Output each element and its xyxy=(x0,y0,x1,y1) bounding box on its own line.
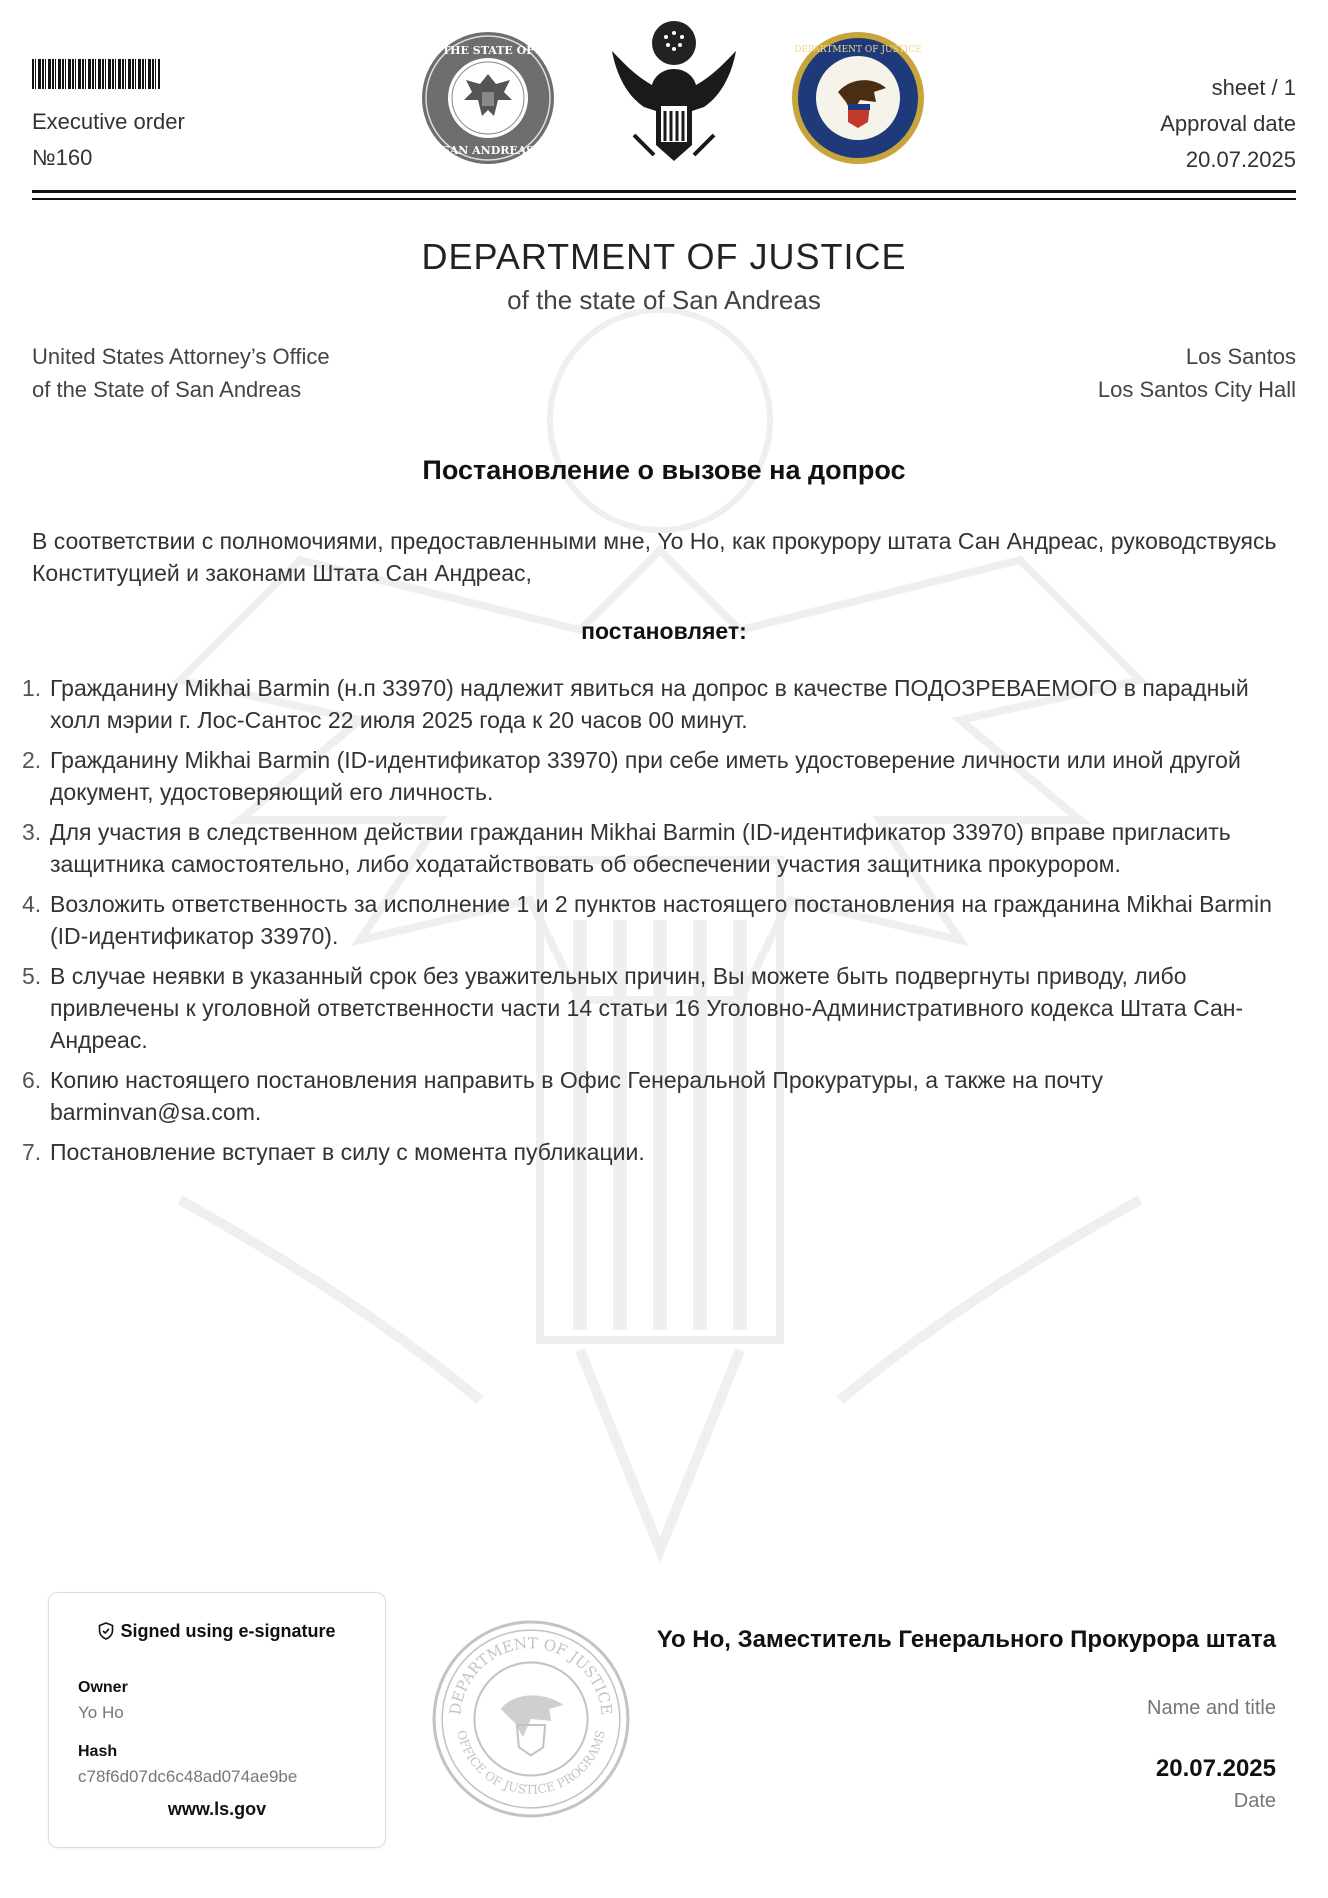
order-label: Executive order xyxy=(32,109,185,134)
svg-text:DEPARTMENT OF JUSTICE: DEPARTMENT OF JUSTICE xyxy=(794,45,922,55)
department-subtitle: of the state of San Andreas xyxy=(507,285,821,315)
list-item: 1. Гражданину Mikhai Barmin (н.п 33970) надлежит явиться на допрос в качестве ПОДОЗРЕВАЕМОГО в парадный холл мэрии г. Лос-Сантос 22 июля 2025 года к 20 часов 00 минут. xyxy=(22,675,1249,733)
date-label: Date xyxy=(1233,1790,1276,1812)
svg-text:SAN ANDREAS: SAN ANDREAS xyxy=(441,144,535,157)
office-line-1: United States Attorney’s Office xyxy=(32,344,330,369)
location-line-1: Los Santos xyxy=(1185,344,1296,369)
office-block xyxy=(32,340,330,406)
hash-value: c78f6d07dc6c48ad074ae9be xyxy=(78,1767,298,1786)
eagle-emblem-icon xyxy=(604,15,744,175)
doj-stamp-icon xyxy=(430,1618,632,1820)
owner-label: Owner xyxy=(78,1679,128,1696)
location-block xyxy=(1098,340,1296,406)
signer-name-title: Yo Ho, Заместитель Генерального Прокурора штата xyxy=(656,1626,1276,1653)
signature-date: 20.07.2025 xyxy=(1155,1755,1276,1782)
svg-text:THE STATE OF: THE STATE OF xyxy=(441,44,535,57)
document-title: Постановление о вызове на допрос xyxy=(422,455,906,485)
e-signature-box xyxy=(48,1592,386,1848)
barcode xyxy=(32,59,160,89)
list-item: 5. В случае неявки в указанный срок без уважительных причин, Вы можете быть подвергнуты приводу, либо привлечены к уголовной ответственности части 14 статьи 16 Уголовно-Административного кодекса Штата Сан-Андреас. xyxy=(22,963,1244,1053)
site-link[interactable]: www.ls.gov xyxy=(167,1799,267,1819)
name-title-label: Name and title xyxy=(1147,1697,1276,1719)
list-item: 4. Возложить ответственность за исполнение 1 и 2 пунктов настоящего постановления на гражданина Mikhai Barmin (ID-идентификатор 33970). xyxy=(22,891,1272,949)
resolution-list xyxy=(0,672,1300,1176)
shield-check-icon xyxy=(98,1622,114,1640)
document-intro: В соответствии с полномочиями, предоставленными мне, Yo Ho, как прокурору штата Сан Андреас, руководствуясь Конституцией и законами Штата Сан Андреас, xyxy=(32,528,1277,586)
list-item: 2. Гражданину Mikhai Barmin (ID-идентификатор 33970) при себе иметь удостоверение личности или иной другой документ, удостоверяющий его личность. xyxy=(22,747,1241,805)
list-item: 3. Для участия в следственном действии гражданин Mikhai Barmin (ID-идентификатор 33970) вправе пригласить защитника самостоятельно, либо ходатайствовать об обеспечении участия защитника прокурором. xyxy=(22,819,1231,877)
hash-label: Hash xyxy=(78,1743,118,1760)
svg-text:DEPARTMENT OF JUSTICE: DEPARTMENT OF JUSTICE xyxy=(446,1634,616,1717)
resolves-heading: постановляет: xyxy=(581,618,747,644)
owner-value: Yo Ho xyxy=(78,1703,124,1722)
header-divider xyxy=(32,190,1296,193)
location-line-2: Los Santos City Hall xyxy=(1097,377,1296,402)
list-item: 7. Постановление вступает в силу с момента публикации. xyxy=(22,1139,645,1165)
e-signature-heading: Signed using e-signature xyxy=(49,1621,385,1642)
office-line-2: of the State of San Andreas xyxy=(32,377,302,402)
approval-date: 20.07.2025 xyxy=(1185,147,1296,172)
sheet-number: sheet / 1 xyxy=(1211,75,1296,100)
doj-seal-icon xyxy=(790,30,926,166)
state-seal-icon xyxy=(420,30,556,166)
svg-text:OFFICE OF JUSTICE PROGRAMS: OFFICE OF JUSTICE PROGRAMS xyxy=(454,1728,608,1797)
list-item: 6. Копию настоящего постановления направить в Офис Генеральной Прокуратуры, а также на почту barminvan@sa.com. xyxy=(22,1067,1104,1125)
order-info xyxy=(32,104,185,176)
header-divider-thin xyxy=(32,198,1296,200)
department-title: DEPARTMENT OF JUSTICE xyxy=(421,236,907,277)
order-number: №160 xyxy=(32,145,93,170)
sheet-info xyxy=(1160,70,1296,178)
approval-label: Approval date xyxy=(1160,111,1296,136)
